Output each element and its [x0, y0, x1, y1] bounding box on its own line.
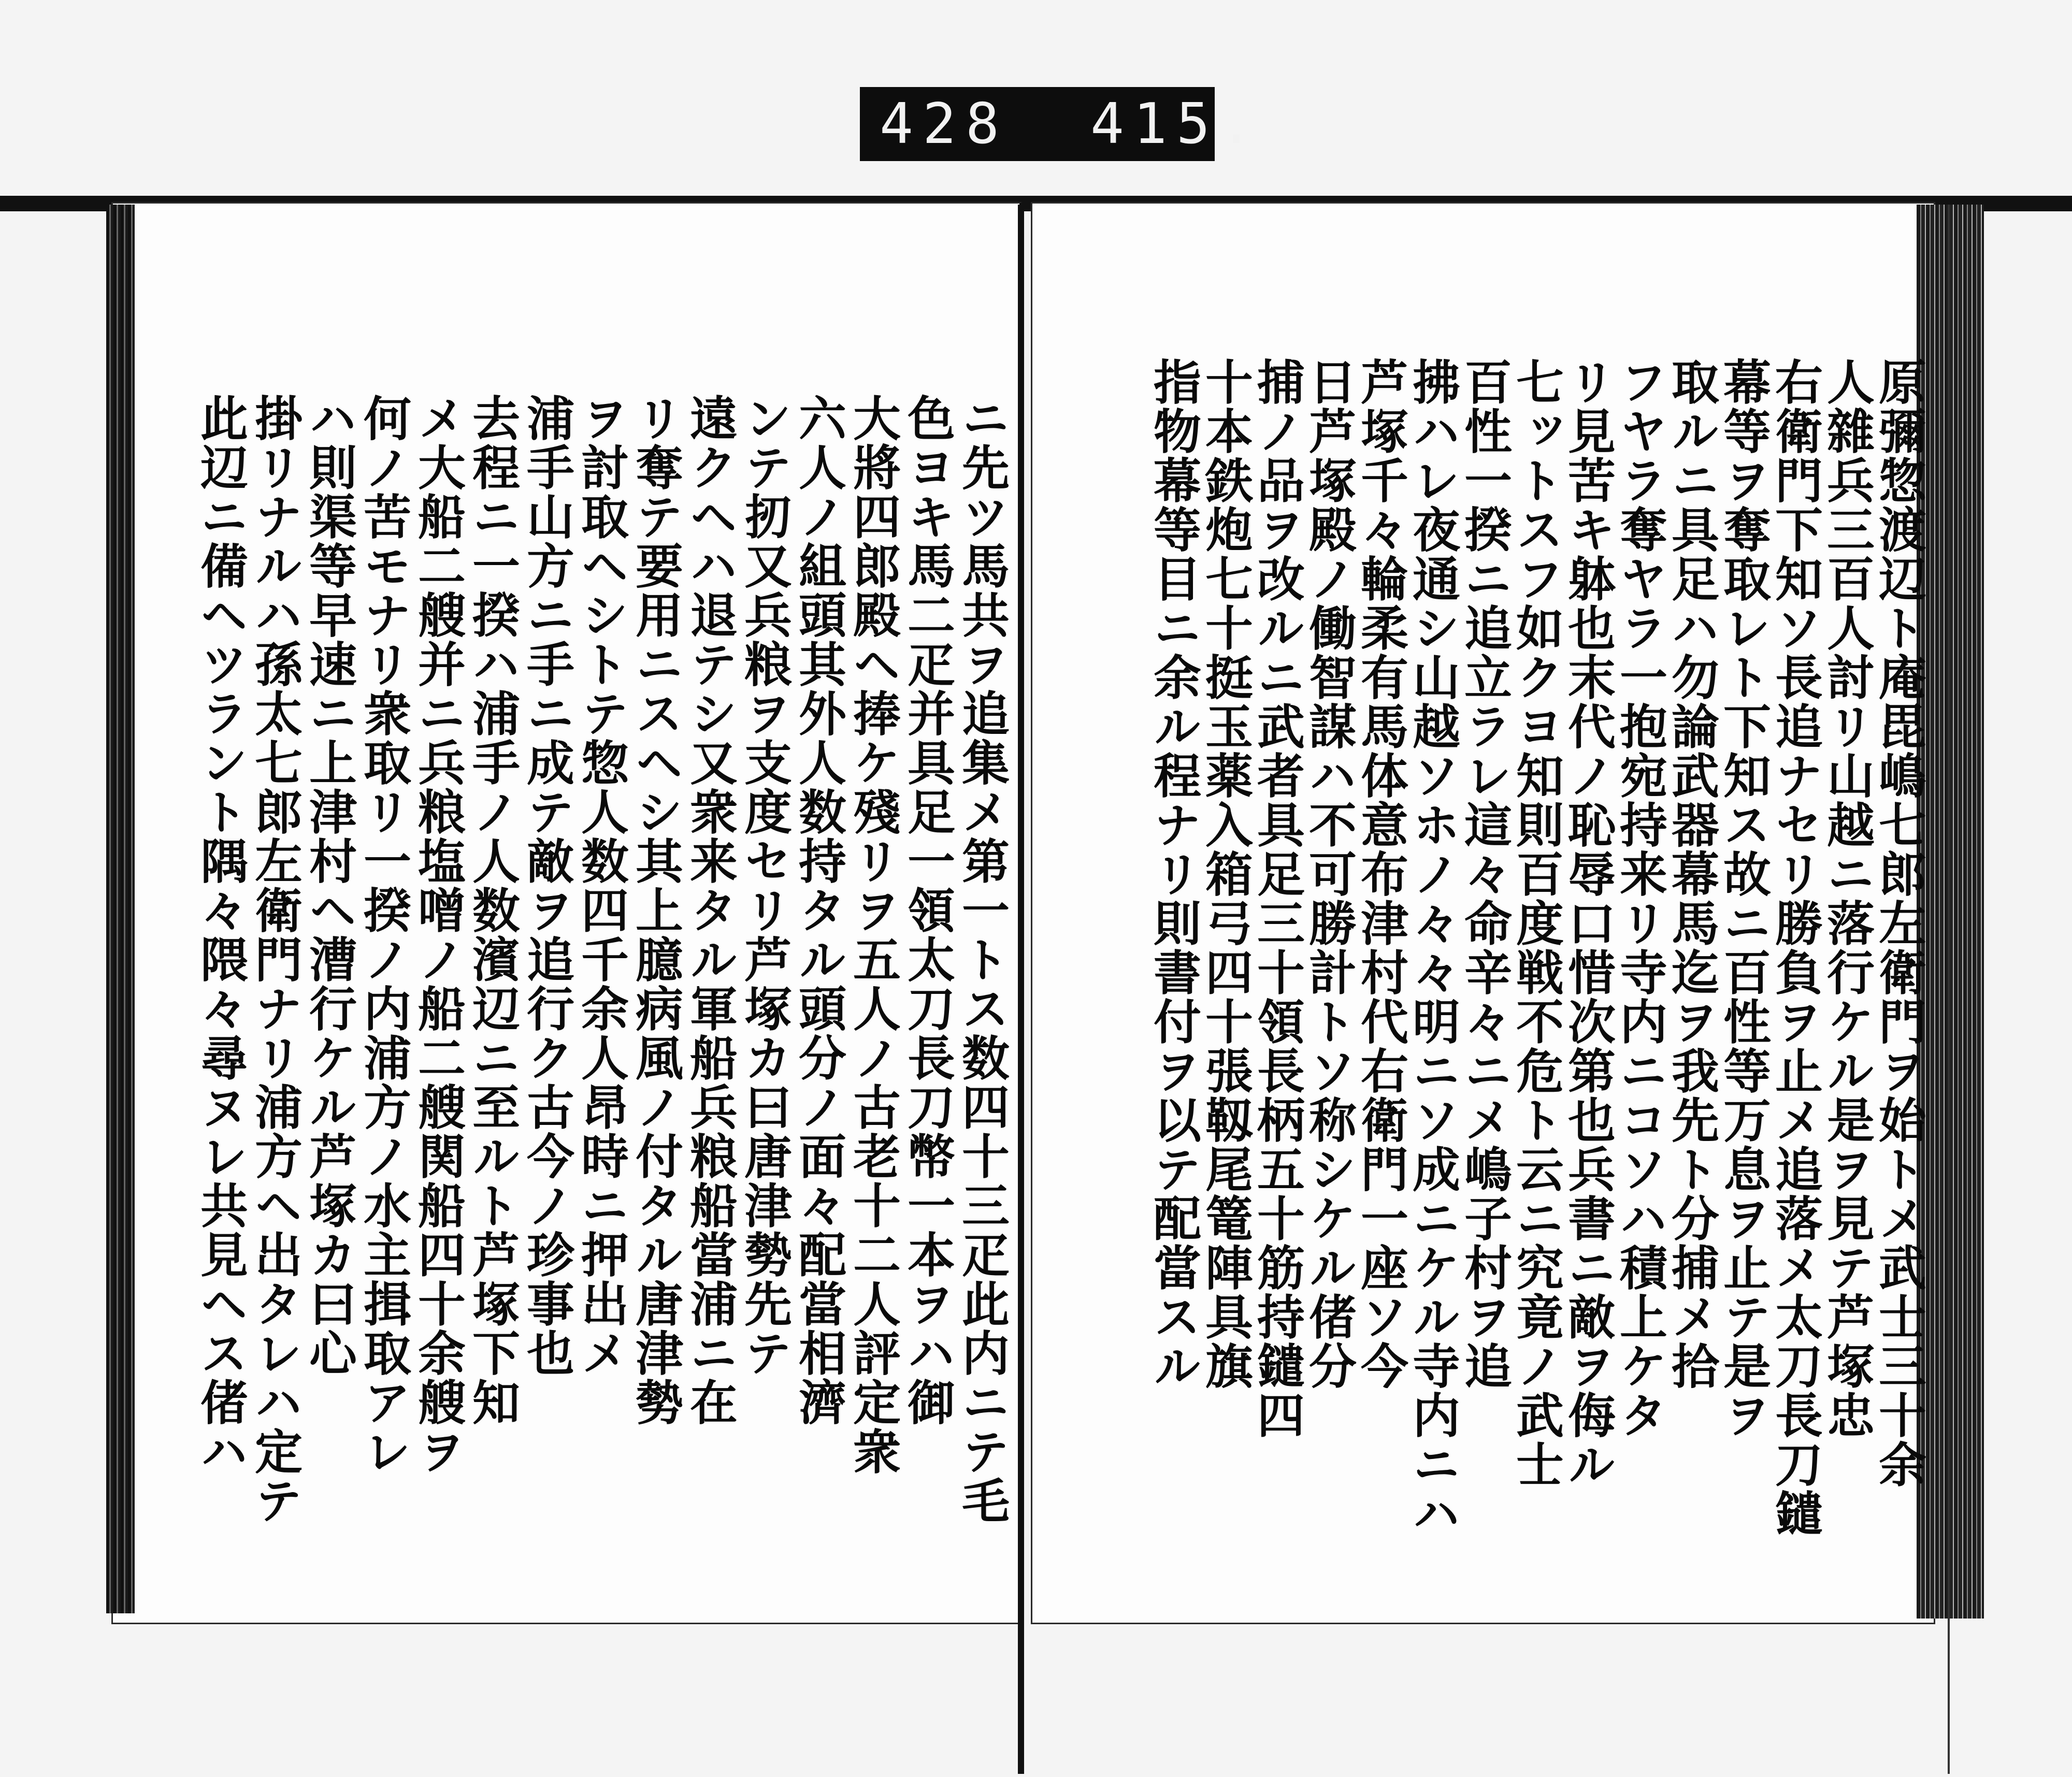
right-number: 415.: [1090, 92, 1263, 156]
right-page-column-10: 拂ハレ夜通シ山越ソホノ々々明ニソ成ニケル寺内ニハ: [1405, 357, 1461, 1538]
right-page-column-11: 芦塚千々輪柔有馬体意布津村代右衛門一座ソ今: [1353, 357, 1409, 1391]
left-page-column-15: 此辺ニ備ヘツラント隅々隈々尋ヌレ共見ヘス偖ハ: [193, 394, 249, 1476]
left-page-column-6: 遠クヘハ退テシ又衆来タル軍船兵粮船當浦ニ在: [682, 394, 738, 1427]
right-page-column-1: 原彌惣渡辺ト庵毘嶋七郎左衛門ヲ始トメ武士三十余: [1871, 357, 1927, 1489]
left-page-column-10: 去程ニ一揆ハ浦手ノ人数濱辺ニ至ルト芦塚下知: [465, 394, 521, 1427]
left-page-column-1: ニ先ツ馬共ヲ追集メ第一トス数四十三疋此内ニテ毛: [954, 394, 1010, 1525]
right-page-column-12: 日芦塚殿ノ働智謀ハ不可勝計トソ称シケル偖分: [1301, 357, 1357, 1391]
left-page-column-5: ンテ扨又兵粮ヲ支度セリ芦塚カ曰唐津勢先テ: [737, 394, 793, 1378]
right-page-column-15: 指物幕等目ニ余ル程ナリ則書付ヲ以テ配當スル: [1146, 357, 1202, 1391]
left-book-edge: [106, 205, 135, 1613]
left-number: 428: [880, 92, 1009, 156]
right-page-column-14: 十本鉄炮七十挺玉薬入箱弓四十張靱尾篭陣具旗: [1198, 357, 1254, 1391]
right-edge-rule: [1948, 205, 1950, 1774]
left-page-column-7: リ奪テ要用ニスヘシ其上臆病風ノ付タル唐津勢: [628, 394, 684, 1427]
right-page-column-8: 七ットスフ如クヨ知則百度戦不危ト云ニ究竟ノ武士: [1508, 357, 1564, 1489]
left-page-column-8: ヲ討取ヘシトテ惣人数四千余人昂時ニ押出メ: [573, 394, 629, 1378]
left-page-column-14: 掛リナルハ孫太七郎左衛門ナリ浦方ヘ出タレハ定テ: [247, 394, 303, 1525]
right-page-column-13: 捕ノ品ヲ改ルニ武者具足三十領長柄五十筋持鑓四: [1249, 357, 1305, 1440]
left-page-column-13: ハ則渠等早速ニ上津村ヘ漕行ケル芦塚カ曰心: [301, 394, 357, 1378]
right-page-column-5: 取ルニ具足ハ勿論武器幕馬迄ヲ我先ト分捕メ拾: [1664, 357, 1720, 1391]
right-page-column-3: 右衛門下知ソ長追ナセリ勝負ヲ止メ追落メ太刀長刀鑓: [1767, 357, 1823, 1538]
left-page-column-9: 浦手山方ニ手ニ成テ敵ヲ追行ク古今ノ珍事也: [519, 394, 575, 1378]
right-page-column-2: 人雜兵三百人討リ山越ニ落行ケル是ヲ見テ芦塚忠: [1819, 357, 1875, 1440]
left-page-column-11: メ大船二艘并ニ兵粮塩噌ノ船二艘関船四十余艘ヲ: [410, 394, 466, 1476]
center-gutter: [1018, 205, 1024, 1774]
left-page-column-12: 何ノ苦モナリ衆取リ一揆ノ内浦方ノ水主揖取アレ: [356, 394, 412, 1476]
right-page-column-6: フヤラ奪ヤラ一抱宛持来リ寺内ニコソハ積上ケタ: [1612, 357, 1668, 1440]
right-page-column-4: 幕等ヲ奪取レト下知ス故ニ百性等万息ヲ止テ是ヲ: [1716, 357, 1772, 1440]
left-page-column-4: 六人ノ組頭其外人数持タル頭分ノ面々配當相濟: [791, 394, 847, 1427]
right-page-column-7: リ見苦キ躰也末代ノ恥辱口惜次第也兵書ニ敵ヲ侮ル: [1560, 357, 1616, 1489]
left-page-column-2: 色ヨキ馬二疋并具足一領太刀長刀幣一本ヲハ御: [900, 394, 956, 1427]
right-page-column-9: 百性一揆ニ追立ラレ這々命辛々ニメ嶋子村ヲ追: [1457, 357, 1513, 1391]
page-number-label: [860, 87, 1263, 161]
left-page-column-3: 大將四郎殿ヘ捧ケ殘リヲ五人ノ古老十二人評定衆: [845, 394, 901, 1476]
